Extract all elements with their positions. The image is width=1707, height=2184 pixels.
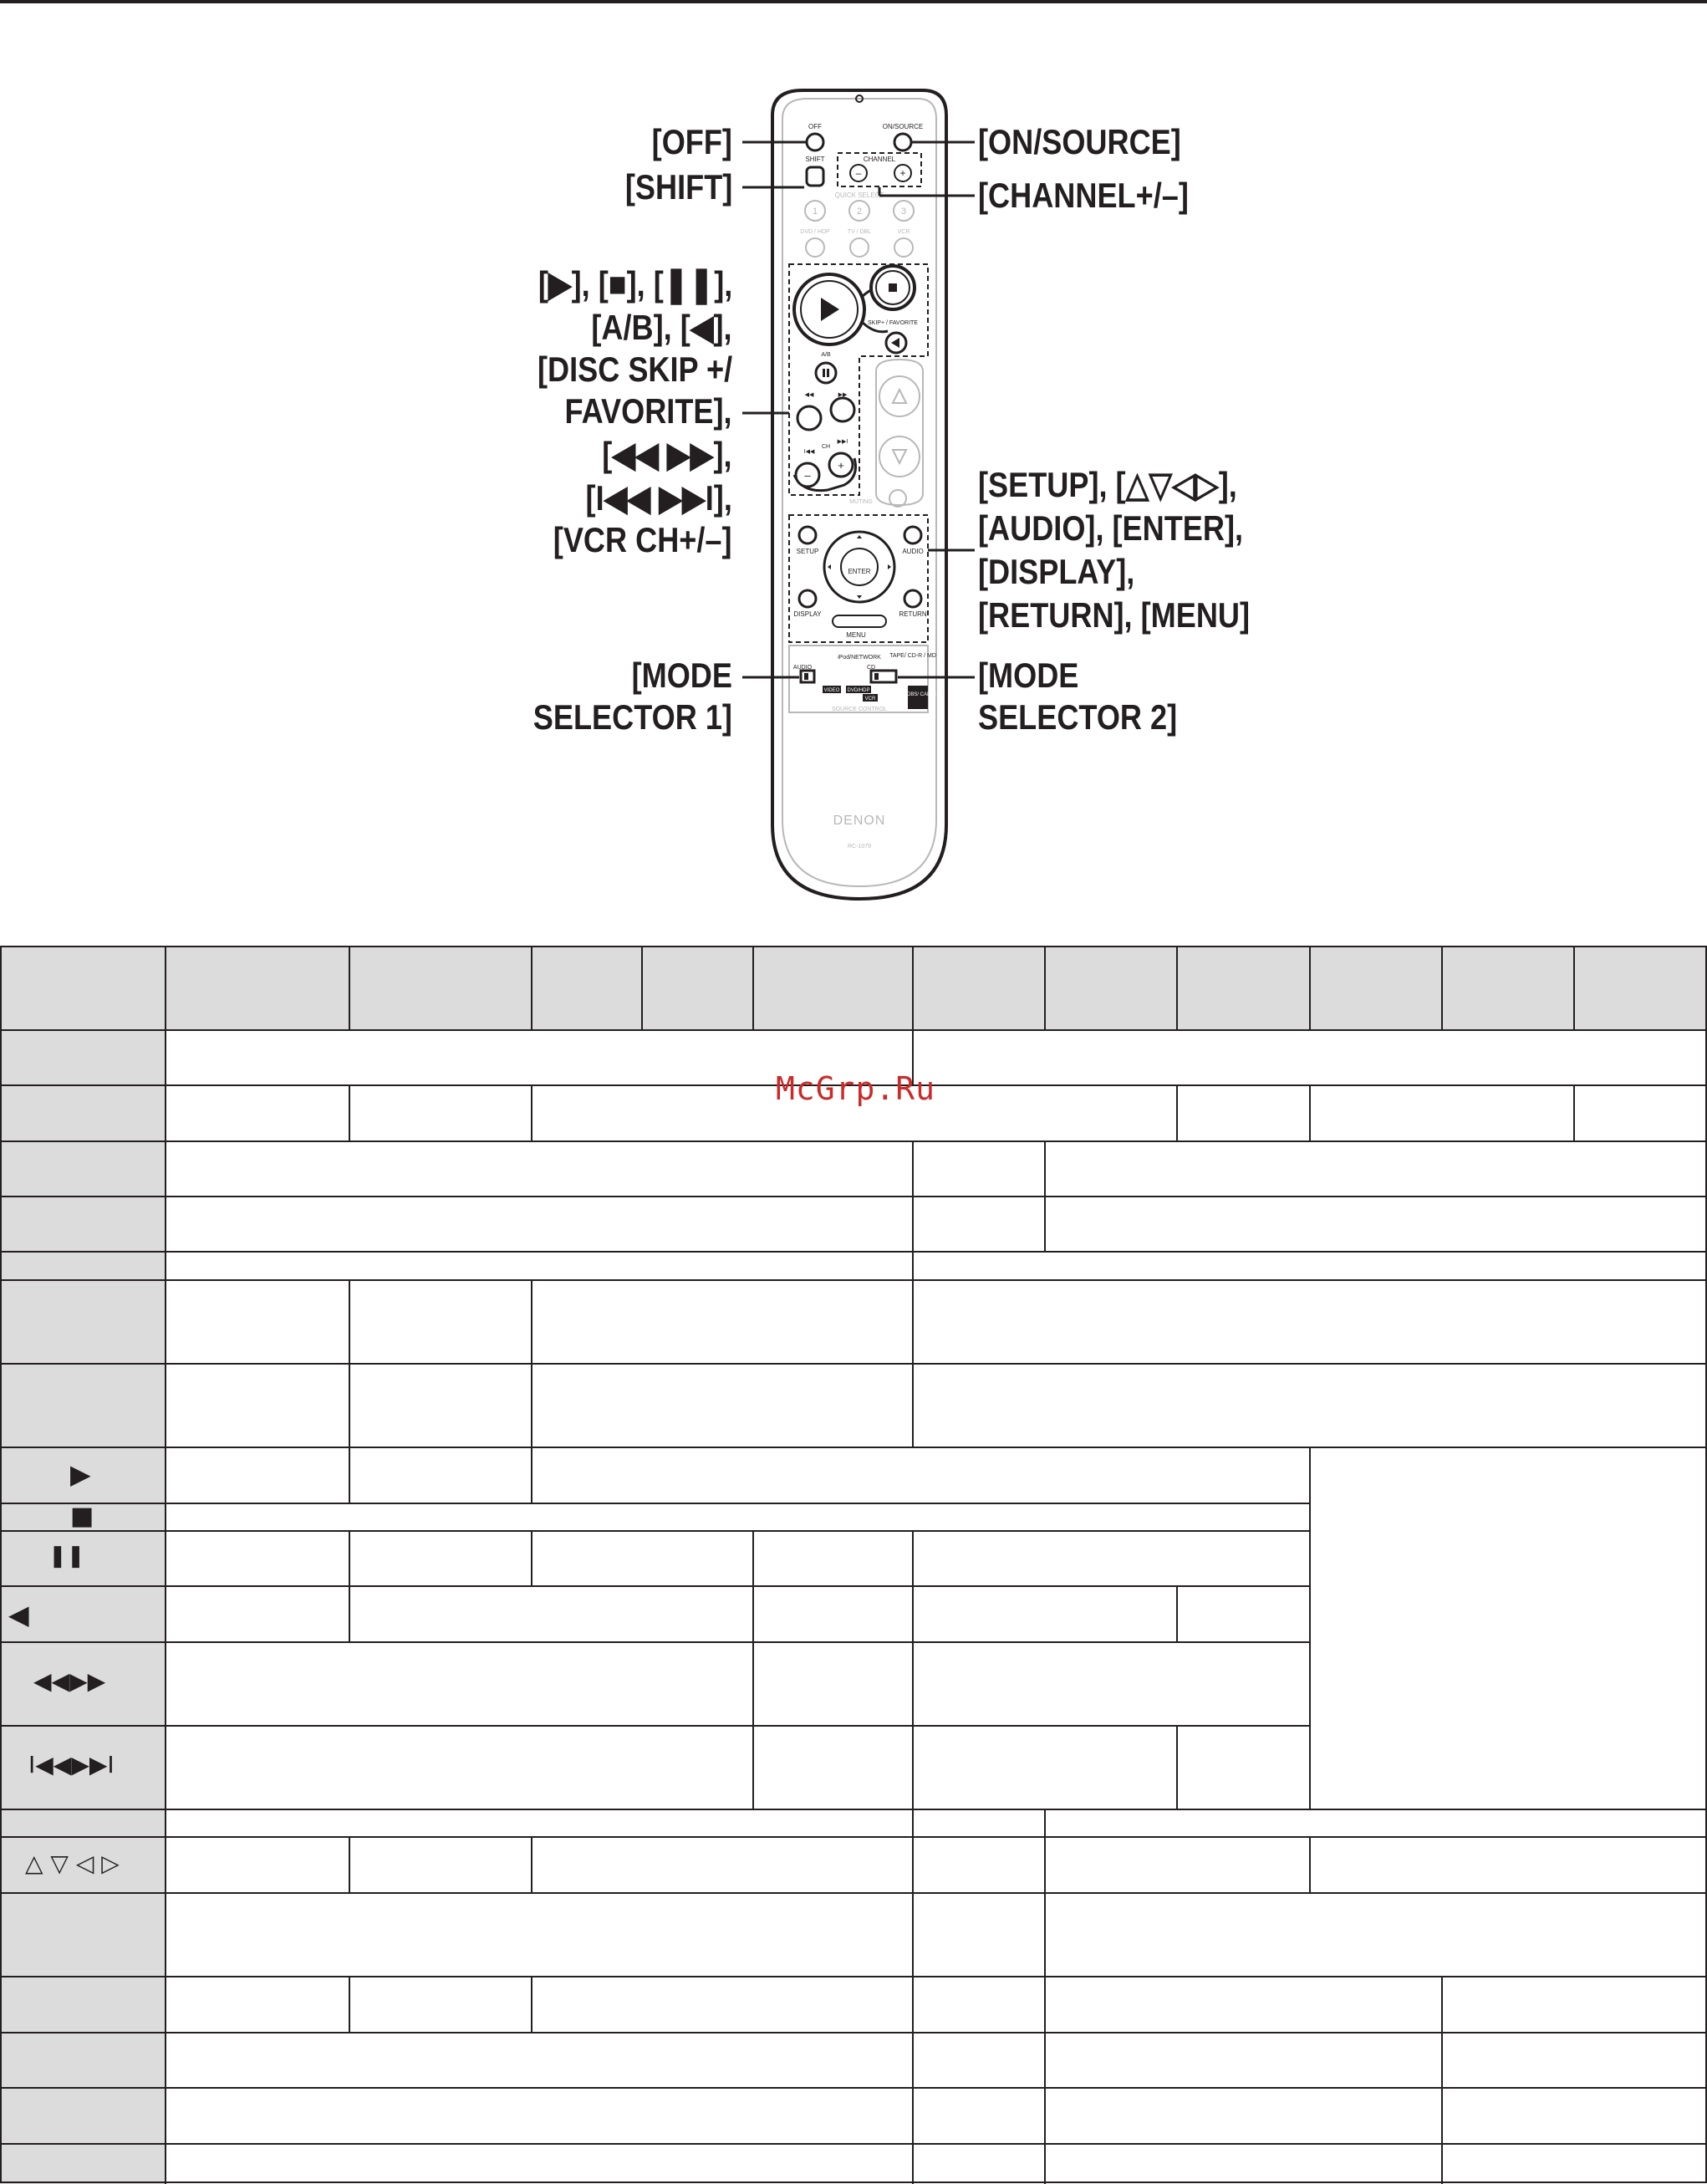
- remote-text-dvd-hdp: DVD / HDP: [800, 229, 830, 235]
- label-on-source: [ON/SOURCE]: [978, 122, 1181, 161]
- remote-text-vcr-sel: VCR: [864, 697, 876, 702]
- remote-text-ch-minus: –: [855, 167, 862, 179]
- row-cursor-icon: △ ▽ ◁ ▷: [25, 1850, 120, 1877]
- label-setup-1: [SETUP], [△▽◁▷],: [978, 465, 1237, 504]
- remote-text-ab: A/B: [821, 352, 831, 358]
- remote-text-video: VIDEO: [823, 688, 840, 693]
- remote-text-enter: ENTER: [848, 568, 871, 575]
- row-search-icon: ◀◀▶▶: [33, 1667, 106, 1695]
- label-transport-3: [DISC SKIP +/: [537, 350, 732, 389]
- label-mode2-2: SELECTOR 2]: [978, 697, 1178, 737]
- remote-text-ch: CH: [821, 444, 831, 450]
- remote-text-return: RETURN: [899, 610, 927, 618]
- label-shift: [SHIFT]: [624, 167, 732, 207]
- remote-text-muting: MUTING: [849, 499, 873, 505]
- label-transport-7: [VCR CH+/–]: [553, 520, 732, 559]
- remote-text-display: DISPLAY: [793, 610, 822, 618]
- ff-mini-icon: ▶▶: [838, 392, 848, 398]
- row-pause-icon: ❚❚: [48, 1544, 85, 1569]
- remote-text-tape: TAPE/ CD-R / MD: [889, 653, 936, 659]
- remote-text-skip-favorite: SKIP+ / FAVORITE: [868, 320, 918, 326]
- remote-text-audio: AUDIO: [902, 548, 924, 555]
- vcr-ch-plus-icon: +: [838, 459, 844, 472]
- remote-text-audio-sel: AUDIO: [792, 665, 813, 671]
- table-header-row: [0, 947, 1707, 1030]
- quick-select-1-text: 1: [812, 207, 818, 217]
- remote-text-tv-dbs: TV / DBL: [847, 229, 872, 235]
- next-mini-icon: ▶▶I: [837, 439, 848, 445]
- remote-text-tv-dbs-cable: TV DBS/ CABLE: [899, 692, 937, 697]
- remote-text-vcr: VCR: [897, 229, 910, 235]
- remote-text-ipod: iPod/NETWORK: [838, 655, 881, 661]
- remote-text-setup: SETUP: [796, 548, 819, 555]
- label-setup-3: [DISPLAY],: [978, 552, 1135, 591]
- label-mode1-1: [MODE: [631, 656, 732, 695]
- vcr-ch-minus-icon: –: [804, 469, 811, 482]
- label-transport-1: [▶], [■], [❚❚],: [538, 264, 732, 304]
- quick-select-3-text: 3: [900, 207, 907, 217]
- remote-text-source-control: SOURCE CONTROL: [831, 707, 888, 712]
- row-back-icon: ◀: [8, 1599, 29, 1630]
- prev-mini-icon: I◀◀: [803, 449, 815, 455]
- label-off: [OFF]: [651, 122, 732, 161]
- remote-text-menu: MENU: [846, 631, 866, 639]
- row-stop-icon: ■: [70, 1502, 94, 1531]
- label-mode1-2: SELECTOR 1]: [532, 697, 732, 737]
- rewind-mini-icon: ◀◀: [804, 392, 814, 398]
- remote-model-text: RC-1079: [847, 844, 872, 850]
- label-transport-4: FAVORITE],: [564, 391, 732, 431]
- row-play-icon: ▶: [70, 1458, 91, 1490]
- row-skip-icon: I◀◀▶▶I: [28, 1751, 115, 1778]
- label-transport-5: [◀◀ ▶▶],: [602, 435, 732, 474]
- remote-text-quick-select: QUICK SELECT: [834, 191, 884, 199]
- label-transport-2: [A/B], [◀],: [591, 308, 732, 347]
- label-transport-6: [I◀◀ ▶▶I],: [585, 478, 732, 518]
- label-channel: [CHANNEL+/–]: [978, 176, 1189, 215]
- remote-text-dvd-sel: DVD/HDP: [847, 688, 870, 693]
- quick-select-2-text: 2: [856, 207, 863, 217]
- remote-text-on-source: ON/SOURCE: [882, 123, 924, 130]
- label-mode2-1: [MODE: [978, 656, 1079, 695]
- remote-text-channel: CHANNEL: [863, 156, 896, 163]
- remote-text-off: OFF: [808, 123, 822, 130]
- remote-text-shift: SHIFT: [805, 156, 825, 163]
- label-setup-2: [AUDIO], [ENTER],: [978, 508, 1244, 548]
- label-setup-4: [RETURN], [MENU]: [978, 595, 1251, 635]
- remote-text-ch-plus: +: [899, 167, 906, 179]
- remote-text-cd: CD: [866, 665, 876, 671]
- brand-logo: DENON: [833, 814, 886, 828]
- watermark: McGrp.Ru: [776, 1070, 936, 1107]
